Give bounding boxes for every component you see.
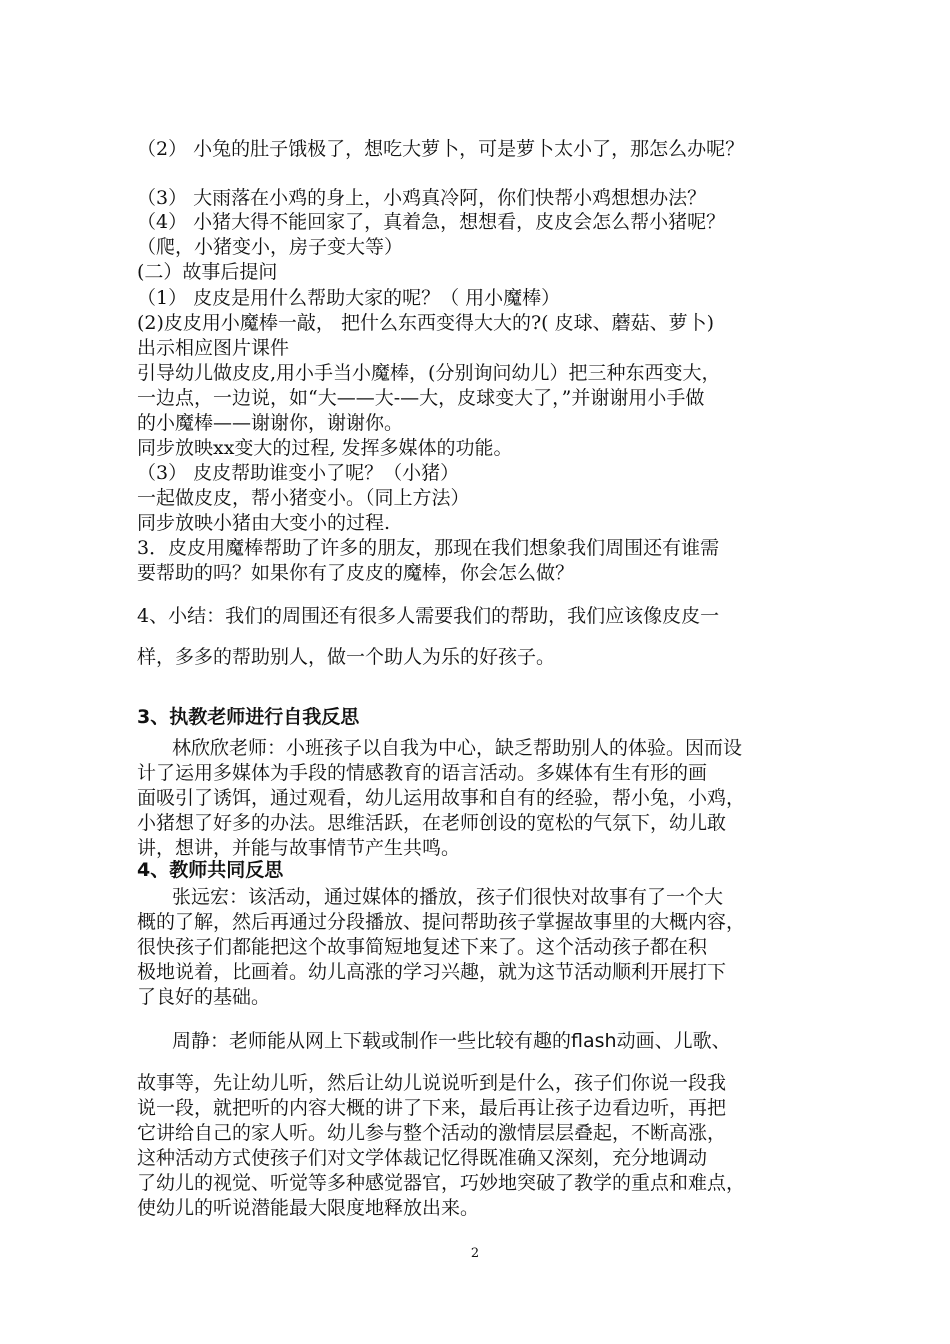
text-line: 同步放映小猪由大变小的过程. (137, 512, 391, 534)
summary-line: 样，多多的帮助别人，做一个助人为乐的好孩子。 (137, 646, 556, 668)
paragraph-line: 故事等，先让幼儿听，然后让幼儿说说听到是什么，孩子们你说一段我 (137, 1072, 727, 1094)
text-line: 引导幼儿做皮皮,用小手当小魔棒，(分别询问幼儿）把三种东西变大， (137, 362, 721, 384)
paragraph-line: 说一段，就把听的内容大概的讲了下来，最后再让孩子边看边听，再把 (137, 1097, 727, 1119)
paragraph-line: 了良好的基础。 (137, 986, 271, 1008)
text-line: 要帮助的吗？如果你有了皮皮的魔棒，你会怎么做？ (137, 562, 575, 584)
text-run-flash: flash (571, 1030, 617, 1052)
text-line: （1） 皮皮是用什么帮助大家的呢？（ 用小魔棒） (137, 287, 561, 309)
paragraph-line: 小猪想了好多的办法。思维活跃，在老师创设的宽松的气氛下，幼儿敢 (137, 812, 727, 834)
text-line: 的小魔棒——谢谢你，谢谢你。 (137, 412, 404, 434)
text-line: 一起做皮皮，帮小猪变小。（同上方法） (137, 487, 470, 509)
text-line: 出示相应图片课件 (137, 337, 290, 359)
text-run: 周静：老师能从网上下载或制作一些比较有趣的 (172, 1030, 572, 1052)
paragraph-line: 这种活动方式使孩子们对文学体裁记忆得既准确又深刻，充分地调动 (137, 1147, 708, 1169)
paragraph-line: 面吸引了诱饵，通过观看，幼儿运用故事和自有的经验，帮小兔，小鸡， (137, 787, 746, 809)
paragraph-line: 它讲给自己的家人听。幼儿参与整个活动的激情层层叠起，不断高涨， (137, 1122, 727, 1144)
paragraph-line (172, 1029, 731, 1053)
text-line: 同步放映xx变大的过程, 发挥多媒体的功能。 (137, 437, 513, 459)
text-run: 动画、儿歌、 (616, 1030, 731, 1052)
paragraph-line: 极地说着，比画着。幼儿高涨的学习兴趣，就为这节活动顺利开展打下 (137, 961, 727, 983)
paragraph-line: 讲，想讲，并能与故事情节产生共鸣。 (137, 837, 461, 859)
section-heading: (二）故事后提问 (137, 261, 278, 283)
page-number: 2 (470, 1246, 480, 1261)
paragraph-line: 概的了解，然后再通过分段播放、提问帮助孩子掌握故事里的大概内容， (137, 911, 746, 933)
text-line: （2） 小兔的肚子饿极了，想吃大萝卜，可是萝卜太小了，那怎么办呢？ (137, 138, 745, 160)
section-heading-self-reflection: 3、执教老师进行自我反思 (137, 706, 360, 728)
text-line: 3．皮皮用魔棒帮助了许多的朋友，那现在我们想象我们周围还有谁需 (137, 537, 720, 559)
paragraph-line: 使幼儿的听说潜能最大限度地释放出来。 (137, 1197, 480, 1219)
paragraph-line: 计了运用多媒体为手段的情感教育的语言活动。多媒体有生有形的画 (137, 762, 708, 784)
text-line: （3） 皮皮帮助谁变小了呢？（小猪） (137, 462, 460, 484)
paragraph-line: 张远宏：该活动，通过媒体的播放，孩子们很快对故事有了一个大 (172, 886, 724, 908)
section-heading-joint-reflection: 4、教师共同反思 (137, 859, 284, 881)
paragraph-line: 很快孩子们都能把这个故事简短地复述下来了。这个活动孩子都在积 (137, 936, 708, 958)
summary-line: 4、小结：我们的周围还有很多人需要我们的帮助，我们应该像皮皮一 (137, 605, 720, 627)
text-line: 一边点，一边说，如“大——大-—大，皮球变大了，”并谢谢用小手做 (137, 387, 705, 409)
paragraph-line: 林欣欣老师：小班孩子以自我为中心，缺乏帮助别人的体验。因而设 (172, 737, 743, 759)
text-line: （4） 小猪大得不能回家了，真着急，想想看，皮皮会怎么帮小猪呢？ (137, 211, 726, 233)
text-line: （爬，小猪变小，房子变大等） (137, 236, 404, 258)
text-line: (2)皮皮用小魔棒一敲， 把什么东西变得大大的?( 皮球、蘑菇、萝卜) (137, 312, 715, 334)
text-line: （3） 大雨落在小鸡的身上，小鸡真冷阿，你们快帮小鸡想想办法？ (137, 187, 707, 209)
paragraph-line: 了幼儿的视觉、听觉等多种感觉器官，巧妙地突破了教学的重点和难点， (137, 1172, 746, 1194)
